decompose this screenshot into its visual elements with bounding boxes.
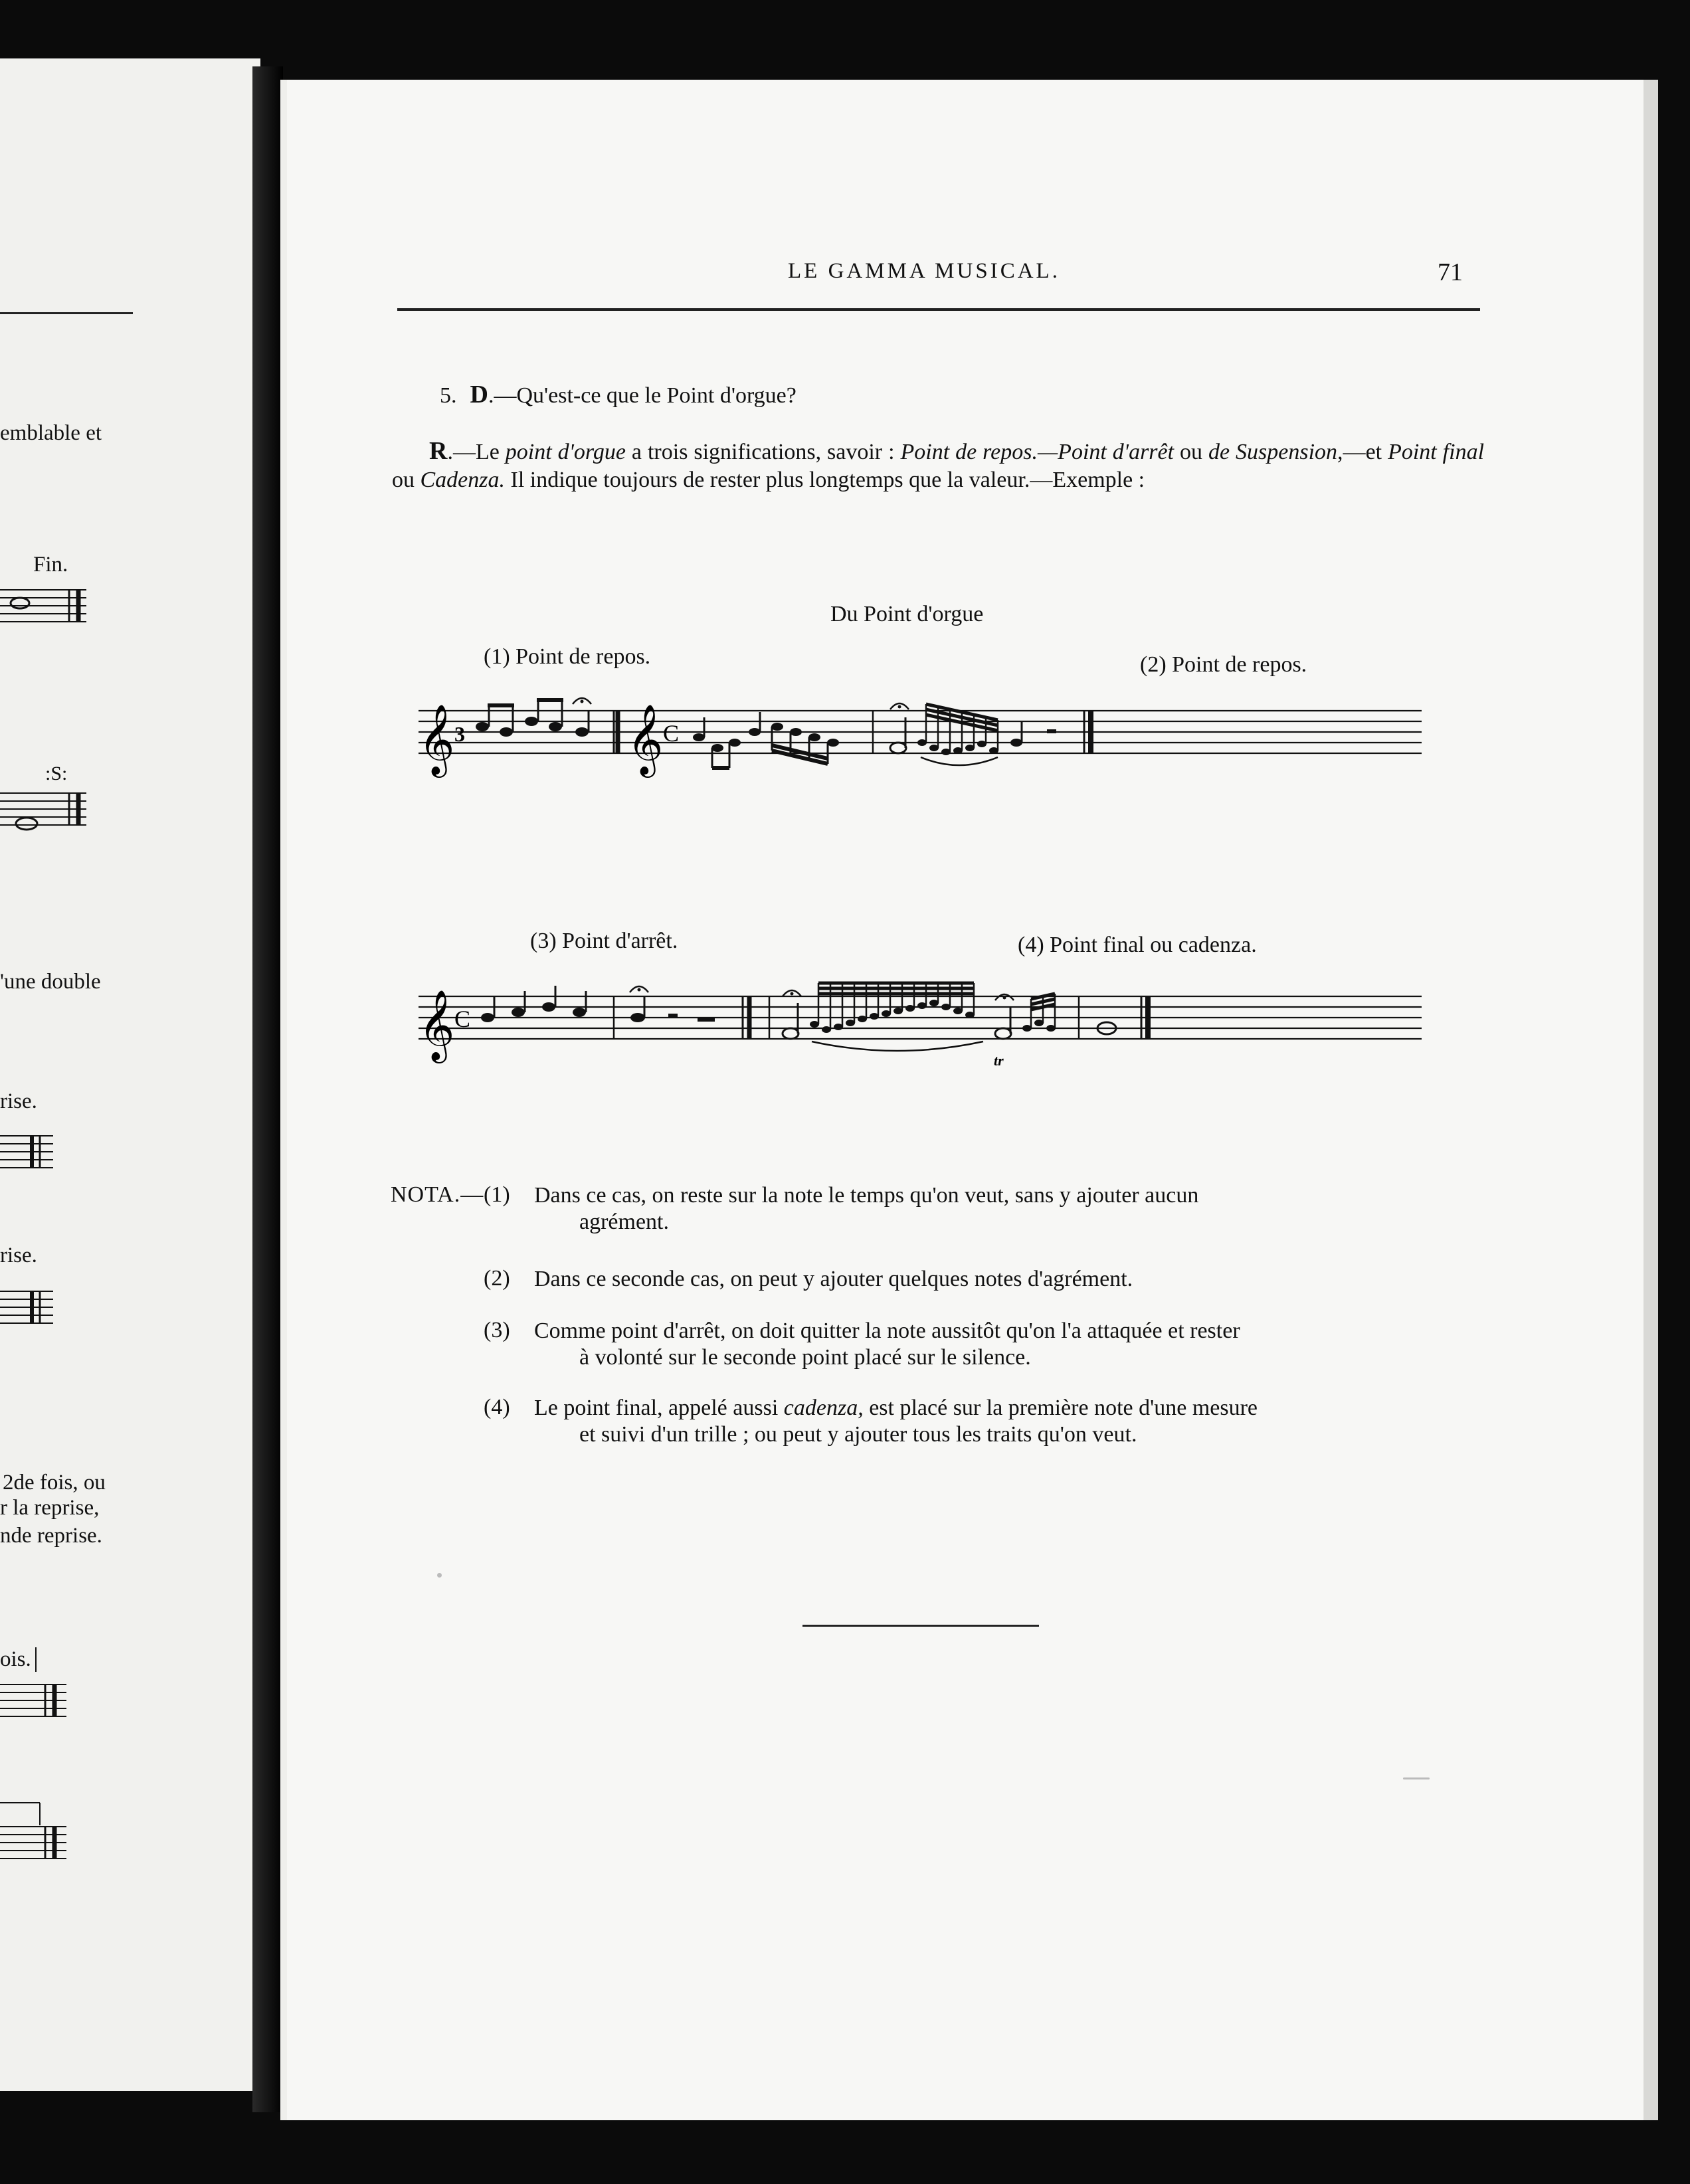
answer-text-3: ou [1174,440,1208,464]
nota-number-2: (2) [484,1266,510,1291]
left-staff-2 [0,786,93,840]
left-staff-6 [0,1799,80,1872]
answer-text-4: —et [1343,440,1388,464]
example-label-4: (4) Point final ou cadenza. [1018,933,1257,957]
left-fragment-4: rise. [0,1089,37,1113]
left-fragment-5: rise. [0,1243,37,1267]
running-title: LE GAMMA MUSICAL. [788,259,1060,283]
left-fragment-3: 'une double [0,970,101,994]
left-staff-3 [0,1128,66,1181]
question-number: 5. [440,383,457,408]
nota-number-4: (4) [484,1395,510,1419]
treble-clef-icon: 𝄞 [627,703,664,774]
nota-number-3: (3) [484,1318,510,1342]
time-signature-3: C [454,1006,471,1032]
paper-speck [1403,1777,1430,1779]
notes-measure-2 [693,723,839,752]
left-staff-5 [0,1677,80,1730]
paper-speck [437,1573,442,1578]
answer-italic-5: Cadenza. [420,468,505,492]
nota-line-4c: est placé sur la première note d'une mesure [863,1396,1258,1420]
nota-number-1: (1) [484,1182,510,1207]
example-title: Du Point d'orgue [830,602,984,626]
trill-mark: tr [994,1052,1004,1069]
page-number: 71 [1438,258,1463,286]
nota-text-2 [534,1266,1491,1293]
left-fragment-7: r la reprise, [0,1496,100,1520]
question-line [440,380,797,409]
nota-line-4b: et suivi d'un trille ; ou peut y ajouter tous les traits qu'on veut. [579,1422,1137,1447]
answer-italic-4: Point final [1388,440,1485,464]
treble-clef-icon: 𝄞 [419,989,455,1060]
time-signature-2: C [663,720,680,747]
left-staff-1 [0,583,93,630]
example-label-3: (3) Point d'arrêt. [530,929,678,953]
notes-measure-3 [481,1002,586,1022]
music-staff-2 [419,970,1428,1076]
answer-text-1: .—Le [447,440,506,464]
staff-lines-1 [419,711,1422,753]
book-spine [252,66,283,2112]
nota-line-2a: Dans ce seconde cas, on peut y ajouter quelques notes d'agrément. [534,1267,1133,1291]
answer-italic-2: Point de repos.—Point d'arrêt [900,440,1174,464]
music-staff-1 [419,691,1428,784]
right-page [280,80,1658,2120]
answer-italic-3: de Suspension, [1208,440,1343,464]
question-text: .—Qu'est-ce que le Point d'orgue? [488,383,797,408]
turn-notes [1022,1020,1056,1032]
answer-text-5: ou [392,468,421,492]
notes-measure-1 [476,717,589,737]
answer-text-2: a trois significations, savoir : [625,440,901,464]
example-label-2: (2) Point de repos. [1140,652,1307,677]
nota-line-1b: agrément. [579,1210,669,1234]
answer-paragraph [392,437,1484,494]
left-page [0,58,260,2091]
nota-lead: NOTA.— [391,1182,484,1207]
left-fragment-1: emblable et [0,421,102,445]
left-fragment-2: Fin. [33,553,68,577]
nota-text-4 [534,1395,1491,1448]
answer-text-6: Il indique toujours de rester plus longtemps que la valeur.—Exemple : [505,468,1145,492]
question-letter: D [470,381,488,409]
nota-text-1 [534,1182,1491,1235]
nota-line-3a: Comme point d'arrêt, on doit quitter la note aussitôt qu'on l'a attaquée et rester [534,1319,1240,1343]
answer-letter: R [429,437,448,465]
time-signature-1: 3 [454,722,465,746]
nota-line-1a: Dans ce cas, on reste sur la note le temps qu'on veut, sans y ajouter aucun [534,1183,1199,1208]
left-fragment-8: nde reprise. [0,1524,102,1548]
nota-text-3 [534,1318,1491,1371]
closing-rule [802,1625,1039,1627]
example-label-1: (1) Point de repos. [484,644,651,669]
treble-clef-icon: 𝄞 [419,703,455,774]
left-staff-4 [0,1283,66,1336]
left-fragment-6: 2de fois, ou [3,1471,106,1495]
nota-line-3b: à volonté sur le seconde point placé sur le silence. [579,1345,1031,1370]
nota-line-4-italic: cadenza, [783,1396,864,1420]
left-header-rule [0,312,133,314]
left-segno: :S: [45,763,68,784]
nota-line-4a: Le point final, appelé aussi [534,1396,784,1420]
left-fragment-9: ois. [0,1647,37,1672]
answer-italic-1: point d'orgue [505,440,626,464]
header-rule [397,308,1480,311]
